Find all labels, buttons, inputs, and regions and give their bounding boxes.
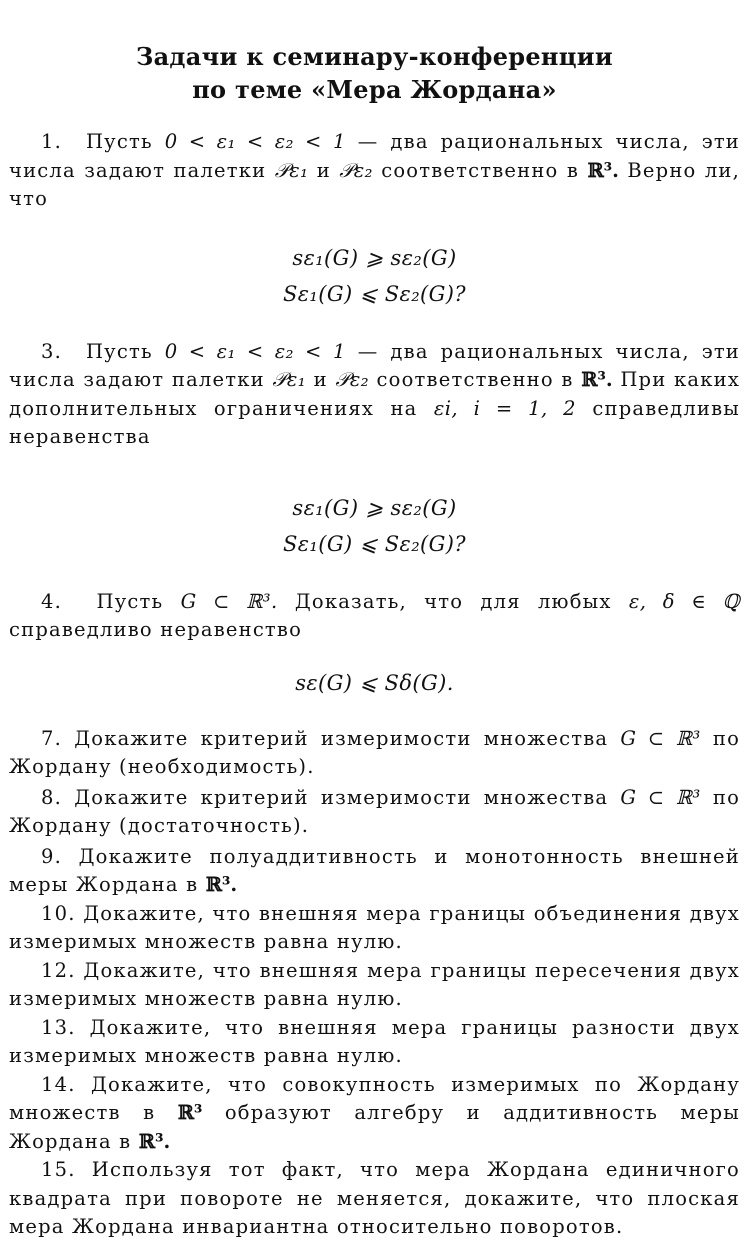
document-title [9,0,740,106]
problem-3 [9,338,740,452]
math-inline: 0 < ε₁ < ε₂ < 1 [164,339,346,363]
problem-number: 4. [41,589,63,613]
math-inline: ℝ³. [138,1129,171,1153]
problem-8 [9,784,740,841]
display-formula: Sε₁(G) ⩽ Sε₂(G)? [282,531,467,556]
problem-14 [9,1071,740,1157]
problem-13 [9,1014,740,1071]
problem-text: и [313,368,328,391]
problem-7 [9,725,740,782]
display-formula: Sε₁(G) ⩽ Sε₂(G)? [282,281,467,306]
problem-text: — два рациональных числа, эти числа задают палетки [9,339,741,391]
display-formula: sε(G) ⩽ Sδ(G). [295,670,454,695]
display-formula: sε₁(G) ⩾ sε₂(G) [292,245,457,270]
problem-text: Докажите критерий измеримости множества [74,785,609,809]
problem-text: Докажите, что внешняя мера границы разности двух измеримых множеств равна нулю. [9,1015,740,1067]
problem-text: справедливо неравенство [9,618,303,641]
problem-number: 1. [41,130,63,153]
problem-text: Пусть [85,339,153,363]
math-inline: εi, i = 1, 2 [433,396,576,420]
math-inline: ℝ³. [587,158,619,182]
math-inline: ε, δ ∈ ℚ [628,589,740,613]
problem-1 [9,128,740,214]
math-inline: ℝ³. [205,873,238,896]
problem-4 [9,588,740,645]
math-inline: G ⊂ ℝ³ [620,726,701,750]
problem-text: Докажите, что внешняя мера границы пересечения двух измеримых множеств равна нулю. [9,958,740,1010]
problem-text: и [316,158,331,182]
problem-text: соответственно в [376,368,574,391]
problem-text: Пусть [96,589,164,613]
problem-12 [9,957,740,1014]
math-inline: G ⊂ ℝ³ [620,785,701,809]
problem-text: соответственно в [381,158,580,182]
math-inline: 𝒫ε₂ [339,158,373,182]
math-inline: ℝ³. [581,368,613,391]
math-inline: 0 < ε₁ < ε₂ < 1 [164,130,346,153]
problem-number: 3. [41,339,63,363]
problem-number: 9. [41,844,63,868]
problem-number: 15. [41,1158,76,1181]
problem-15 [9,1156,740,1242]
problem-text: справедливы неравенства [9,396,741,448]
math-inline: ℝ³ [177,1101,203,1124]
problem-number: 12. [41,958,76,982]
problem-text: Докажите, что внешняя мера границы объединения двух измеримых множеств равна нулю. [9,901,740,953]
title-line-2: по теме «Мера Жордана» [192,75,557,104]
problem-text: — два рациональных числа, эти числа задают палетки [9,130,741,182]
problem-text: Пусть [85,130,153,153]
problem-text: При каких дополнительных ограничениях на [9,368,741,420]
problem-text: Верно ли, что [9,158,741,210]
problem-text: Доказать, что для любых [294,589,612,613]
problem-text: по Жордану (необходимость). [9,726,741,778]
math-inline: G ⊂ ℝ³. [180,589,278,613]
problem-number: 7. [41,726,63,750]
problem-text: по Жордану (достаточность). [9,785,741,837]
problem-text: образуют алгебру и аддитивность меры Жордана в [9,1101,741,1153]
problem-text: Докажите критерий измеримости множества [74,726,609,750]
problem-list [9,106,740,1242]
problem-9 [9,843,740,900]
display-formula: sε₁(G) ⩾ sε₂(G) [292,495,457,520]
problem-text: Используя тот факт, что мера Жордана единичного квадрата при повороте не меняется, докажите, что плоская мера Жордана инвариантна относительно поворотов. [9,1158,740,1238]
title-line-1: Задачи к семинару-конференции [135,42,614,71]
problem-number: 8. [41,785,63,809]
problem-number: 14. [41,1072,76,1096]
problem-10 [9,900,740,957]
math-inline: 𝒫ε₁ [274,158,309,182]
problem-number: 10. [41,901,76,925]
problem-number: 13. [41,1015,76,1039]
problem-text: Докажите, что совокупность измеримых по Жордану множеств в [9,1072,740,1124]
math-inline: 𝒫ε₁ [272,368,306,391]
problem-text: Докажите полуаддитивность и монотонность внешней меры Жордана в [9,844,740,896]
math-inline: 𝒫ε₂ [335,368,369,391]
